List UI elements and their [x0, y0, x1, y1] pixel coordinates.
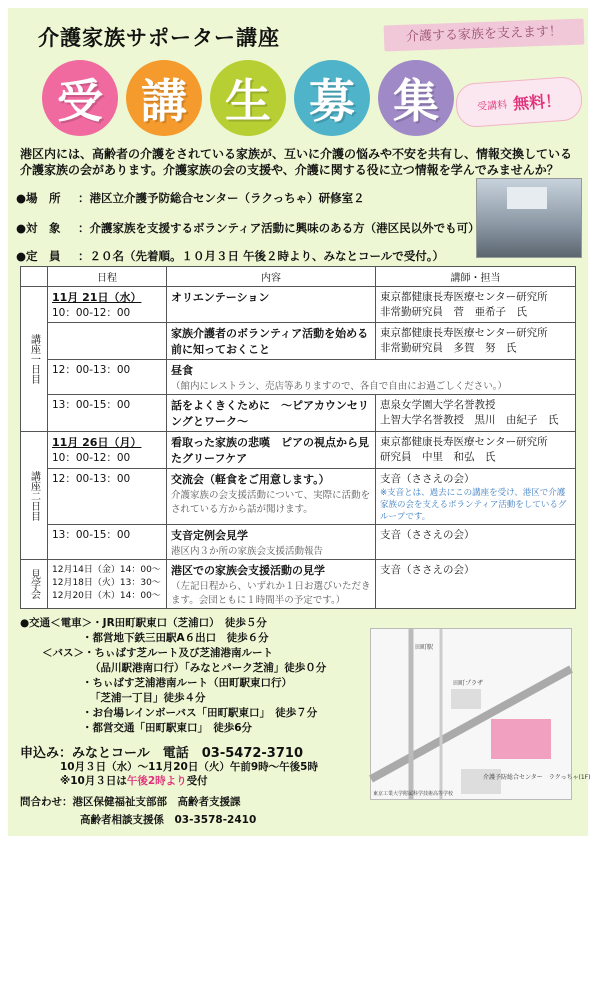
- table-row: [21, 323, 576, 360]
- row-title: 交流会（軽食をご用意します。）: [171, 473, 330, 486]
- map-plaza: [451, 689, 481, 709]
- bus-route-1b: （品川駅港南口行）「みなとパーク芝浦」徒歩０分: [90, 662, 327, 674]
- train-route-2: ・都営地下鉄三田駅A６出口 徒歩６分: [82, 632, 269, 644]
- day2-date: 11月 26日（月）: [52, 436, 142, 449]
- bus-label: ＜バス＞: [42, 647, 84, 659]
- table-row: [21, 360, 576, 395]
- table-row: [21, 432, 576, 469]
- day1-date: 11月 21日（水）: [52, 291, 142, 304]
- lecturer-org: 東京都健康長寿医療センター研究所: [380, 291, 548, 303]
- intro-line-2: 介護家族の会があります。介護家族の会の支援や、介護に関する役に立つ情報を学んでみませんか？: [20, 163, 559, 177]
- fee-value: 無料！: [512, 90, 562, 113]
- place-label: ●場 所: [16, 191, 61, 205]
- info-target: [16, 220, 480, 236]
- info-capacity: [16, 248, 444, 264]
- row-title: オリエンテーション: [171, 291, 270, 304]
- date-cell: 13：00-15：00: [48, 525, 167, 560]
- header-content: 内容: [167, 267, 376, 287]
- date-cell: [48, 323, 167, 360]
- lecturer-cell: [376, 395, 576, 432]
- inquiry-line-2: 高齢者相談支援係 03-3578-2410: [80, 814, 257, 826]
- header-lecturer: 講師・担当: [376, 267, 576, 287]
- date-cell: 12：00-13：00: [48, 360, 167, 395]
- info-place: [16, 190, 365, 206]
- table-row: [21, 469, 576, 525]
- day2-label: 講座二日目: [21, 432, 48, 560]
- lecturer-cell: [376, 287, 576, 323]
- lecturer-cell: [376, 432, 576, 469]
- lecturer-org: 恵泉女学園大学名誉教授: [380, 399, 496, 411]
- bus-route-4: ・都営交通「田町駅東口」 徒歩6分: [82, 722, 253, 734]
- date-cell: [48, 432, 167, 469]
- apply-note: [60, 774, 318, 788]
- date-cell: 12：00-13：00: [48, 469, 167, 525]
- note-suffix: 受付: [186, 775, 208, 787]
- row-title: 港区での家族会支援活動の見学: [171, 564, 325, 577]
- content-cell: [167, 525, 376, 560]
- table-row: [21, 395, 576, 432]
- lecturer-org: 東京都健康長寿医療センター研究所: [380, 436, 548, 448]
- map-label-station: 田町駅: [415, 644, 434, 651]
- row-title: 昼食: [171, 364, 193, 377]
- train-route-1: ・JR田町駅東口（芝浦口） 徒歩５分: [92, 617, 267, 629]
- date-cell: [48, 287, 167, 323]
- content-cell: [167, 560, 376, 609]
- access-info: [20, 616, 326, 736]
- row-time: 10：00-12：00: [52, 307, 131, 319]
- access-map: [370, 628, 591, 800]
- row-title: 話をよくきくために ～ピアカウンセリングとワーク～: [171, 399, 369, 428]
- note-highlight: 午後2時より: [126, 775, 187, 787]
- header-blank: [21, 267, 48, 287]
- map-graphic: [371, 629, 591, 799]
- heading-char-4: 募: [294, 60, 370, 136]
- target-label: ●対 象: [16, 221, 61, 235]
- date-cell: 12月14日（金）14：00～ 12月18日（火）13：30～ 12月20日（木）14：00～: [48, 560, 167, 609]
- content-cell: [167, 432, 376, 469]
- heading-char-2: 講: [126, 60, 202, 136]
- place-value: ：港区立介護予防総合センター（ラクっちゃ）研修室２: [78, 191, 365, 205]
- map-center-building: [491, 719, 551, 759]
- bus-route-2: ・ちぃばす芝浦港南ルート（田町駅東口行）: [82, 677, 292, 689]
- lecturer-cell: 支音（ささえの会）: [376, 560, 576, 609]
- lecturer-cell: 支音（ささえの会）: [376, 525, 576, 560]
- lecturer-note: ※支音とは、過去にこの講座を受け、港区で介護家族の会を支えるボランティア活動をしているグループです。: [380, 488, 567, 522]
- date-cell: 13：00-15：00: [48, 395, 167, 432]
- bus-route-1: ・ちぃばす芝ルート及び芝浦港南ルート: [84, 647, 273, 659]
- capacity-value: ：２０名（先着順。１０月３日 午後２時より、みなとコールで受付。）: [78, 249, 445, 263]
- row-note: （左記日程から、いずれか１日お選びいただきます。会団ともに１時間半の予定です。）: [171, 581, 371, 606]
- lecturer-org: 東京都健康長寿医療センター研究所: [380, 327, 548, 339]
- map-label-plaza: 田町プラザ: [453, 680, 484, 687]
- schedule-table: [20, 266, 576, 609]
- heading-char-5: 集: [378, 60, 454, 136]
- bus-route-3: ・お台場レインボーバス「田町駅東口」 徒歩７分: [82, 707, 318, 719]
- lecturer-name: 研究員 中里 和弘 氏: [380, 451, 496, 463]
- row-note: 港区内３か所の家族会支援活動報告: [171, 546, 324, 557]
- apply-period: [60, 760, 318, 788]
- lecturer-name: 非常勤研究員 多賀 努 氏: [380, 342, 517, 354]
- classroom-photo: [476, 178, 582, 258]
- content-cell: [167, 395, 376, 432]
- access-bus-1: [20, 646, 326, 661]
- schedule-header-row: [21, 267, 576, 287]
- day1-label: 講座一日目: [21, 287, 48, 432]
- map-school: [461, 769, 501, 794]
- access-train-1: [20, 616, 326, 631]
- lecturer-cell: [376, 469, 576, 525]
- row-title: 支音定例会見学: [171, 529, 248, 542]
- heading-char-1: 受: [42, 60, 118, 136]
- table-row: [21, 287, 576, 323]
- free-fee-badge: [455, 76, 584, 129]
- fee-label: 受講料: [476, 99, 508, 113]
- intro-line-1: 港区内には、高齢者の介護をされている家族が、互いに介護の悩みや不安を共有し、情報交換している: [20, 147, 573, 161]
- row-note: 介護家族の会支援活動について、実際に活動をされている方から話が聞けます。: [171, 490, 371, 515]
- lecturer-org: 支音（ささえの会）: [380, 473, 475, 485]
- target-value: ：介護家族を支援するボランティア活動に興味のある方（港区民以外でも可）: [78, 221, 480, 235]
- train-label: ●交通＜電車＞: [20, 617, 93, 629]
- row-title: 看取った家族の悲嘆 ピアの視点から見たグリーフケア: [171, 436, 369, 465]
- tagline-banner: 介護する家族を支えます！: [384, 19, 585, 52]
- photo-screen: [507, 187, 547, 209]
- content-cell: [167, 360, 576, 395]
- apply-line: 申込み：みなとコール 電話 03-5472-3710: [20, 746, 303, 761]
- lecturer-name: 非常勤研究員 菅 亜希子 氏: [380, 306, 527, 318]
- content-cell: [167, 469, 376, 525]
- row-note: （館内にレストラン、売店等ありますので、各自で自由にお過ごしください。）: [171, 381, 508, 392]
- content-cell: [167, 287, 376, 323]
- apply-period-text: 10月３日（水）～11月20日（火）午前9時～午後5時: [60, 761, 318, 773]
- lecturer-name: 上智大学名誉教授 黒川 由紀子 氏: [380, 414, 559, 426]
- page-title: 介護家族サポーター講座: [38, 26, 280, 50]
- map-label-center: 介護予防総合センター ラクっちゃ(1F): [483, 774, 591, 781]
- table-row: [21, 560, 576, 609]
- note-prefix: ※10月３日は: [60, 775, 127, 787]
- row-title: 家族介護者のボランティア活動を始める前に知っておくこと: [171, 327, 369, 356]
- inquiry-line-1: 問合わせ：港区保健福祉支部部 高齢者支援課: [20, 796, 241, 808]
- intro-text: [20, 146, 576, 178]
- heading-char-3: 生: [210, 60, 286, 136]
- lecturer-cell: [376, 323, 576, 360]
- table-row: [21, 525, 576, 560]
- capacity-label: ●定 員: [16, 249, 61, 263]
- content-cell: [167, 323, 376, 360]
- row-time: 10：00-12：00: [52, 452, 131, 464]
- recruit-heading: [42, 60, 454, 136]
- bus-route-2b: 「芝浦一丁目」徒歩４分: [90, 692, 206, 704]
- visit-label: 見学会: [21, 560, 48, 609]
- header-date: 日程: [48, 267, 167, 287]
- map-label-school: 東京工業大学附属科学技術高等学校: [373, 791, 454, 797]
